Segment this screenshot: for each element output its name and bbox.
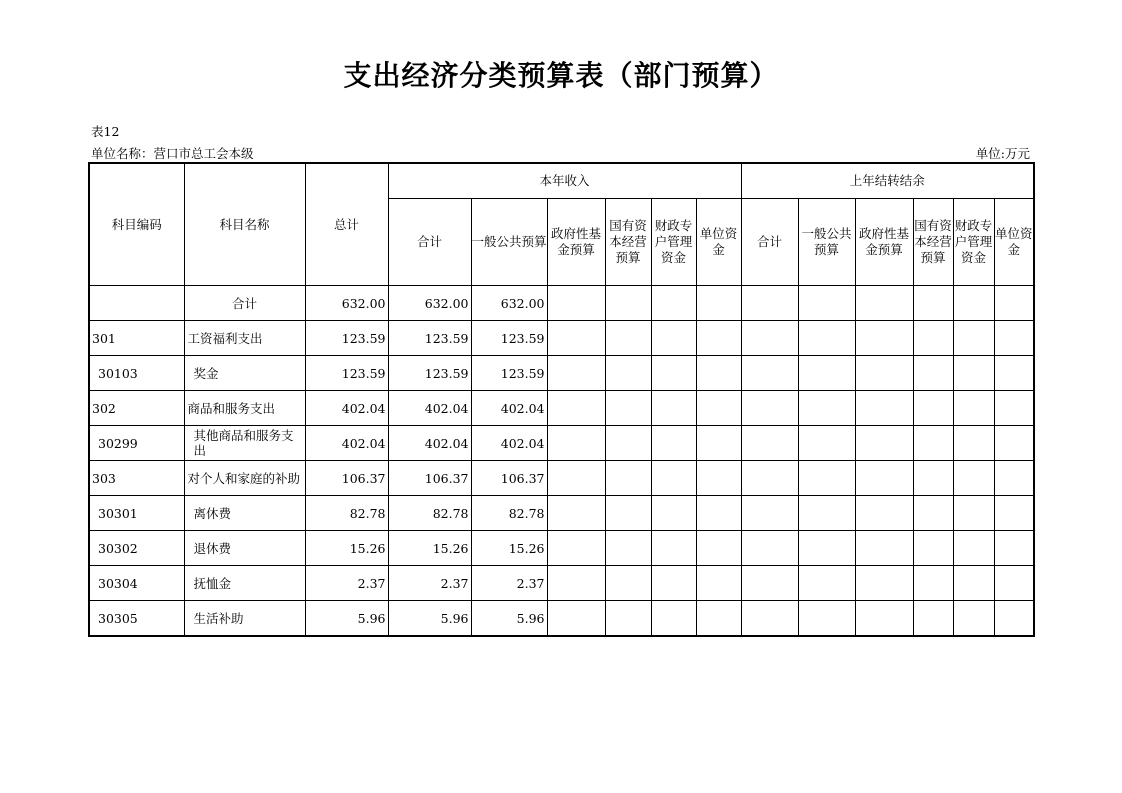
cell-code: 30301 [89, 496, 184, 531]
cell-name: 对个人和家庭的补助 [184, 461, 305, 496]
cell-empty [605, 356, 651, 391]
cell-empty [913, 531, 953, 566]
cell-empty [798, 566, 855, 601]
cell-empty [605, 531, 651, 566]
cell-empty [605, 321, 651, 356]
cell-empty [605, 566, 651, 601]
currency-unit: 单位:万元 [975, 146, 1030, 161]
cell-total: 5.96 [305, 601, 388, 637]
cell-empty [547, 321, 605, 356]
cell-empty [651, 531, 696, 566]
cell-empty [696, 496, 741, 531]
cell-empty [547, 496, 605, 531]
cell-cur-general: 123.59 [471, 321, 547, 356]
cell-code: 303 [89, 461, 184, 496]
cell-empty [547, 461, 605, 496]
cell-empty [953, 356, 994, 391]
cell-code: 30302 [89, 531, 184, 566]
cell-cur-total: 15.26 [388, 531, 471, 566]
header-cur-special-account: 财政专户管理资金 [651, 199, 696, 286]
cell-empty [798, 356, 855, 391]
page-title: 支出经济分类预算表（部门预算） [343, 59, 779, 92]
cell-code: 30299 [89, 426, 184, 461]
cell-total: 123.59 [305, 356, 388, 391]
cell-empty [994, 496, 1034, 531]
cell-empty [651, 286, 696, 321]
table-row [89, 566, 1034, 601]
cell-empty [605, 496, 651, 531]
header-cur-state-capital: 国有资本经营预算 [605, 199, 651, 286]
cell-empty [798, 601, 855, 637]
cell-empty [741, 426, 798, 461]
cell-empty [547, 426, 605, 461]
cell-cur-general: 402.04 [471, 391, 547, 426]
cell-empty [953, 531, 994, 566]
cell-cur-total: 5.96 [388, 601, 471, 637]
cell-empty [798, 496, 855, 531]
table-row [89, 601, 1034, 637]
cell-cur-total: 632.00 [388, 286, 471, 321]
cell-cur-general: 2.37 [471, 566, 547, 601]
cell-cur-total: 82.78 [388, 496, 471, 531]
cell-empty [913, 601, 953, 637]
header-cur-general: 一般公共预算 [471, 199, 547, 286]
cell-code: 301 [89, 321, 184, 356]
cell-name: 奖金 [184, 356, 305, 391]
table-row [89, 321, 1034, 356]
cell-name: 商品和服务支出 [184, 391, 305, 426]
cell-empty [855, 461, 913, 496]
cell-cur-total: 402.04 [388, 391, 471, 426]
cell-empty [547, 566, 605, 601]
cell-empty [741, 321, 798, 356]
cell-name: 退休费 [184, 531, 305, 566]
cell-name: 工资福利支出 [184, 321, 305, 356]
cell-empty [651, 321, 696, 356]
cell-total: 2.37 [305, 566, 388, 601]
cell-empty [855, 496, 913, 531]
unit-name: 单位名称：营口市总工会本级 [91, 146, 254, 161]
cell-empty [741, 531, 798, 566]
cell-empty [913, 461, 953, 496]
cell-empty [994, 531, 1034, 566]
cell-cur-total: 402.04 [388, 426, 471, 461]
cell-empty [605, 426, 651, 461]
cell-empty [994, 426, 1034, 461]
cell-cur-general: 5.96 [471, 601, 547, 637]
cell-empty [696, 391, 741, 426]
table-row [89, 461, 1034, 496]
cell-name: 抚恤金 [184, 566, 305, 601]
cell-empty [798, 391, 855, 426]
cell-empty [953, 426, 994, 461]
cell-empty [651, 496, 696, 531]
cell-empty [651, 566, 696, 601]
cell-empty [741, 356, 798, 391]
cell-empty [696, 566, 741, 601]
table-row [89, 426, 1034, 461]
cell-empty [855, 531, 913, 566]
cell-empty [994, 321, 1034, 356]
cell-empty [741, 601, 798, 637]
cell-cur-total: 123.59 [388, 321, 471, 356]
table-body [89, 286, 1034, 637]
cell-code [89, 286, 184, 321]
cell-total: 402.04 [305, 426, 388, 461]
cell-total: 82.78 [305, 496, 388, 531]
cell-cur-general: 123.59 [471, 356, 547, 391]
cell-empty [913, 426, 953, 461]
cell-empty [855, 321, 913, 356]
cell-total: 123.59 [305, 321, 388, 356]
cell-empty [605, 391, 651, 426]
cell-empty [994, 601, 1034, 637]
cell-empty [741, 391, 798, 426]
cell-empty [953, 566, 994, 601]
cell-cur-general: 402.04 [471, 426, 547, 461]
cell-cur-total: 123.59 [388, 356, 471, 391]
cell-total: 402.04 [305, 391, 388, 426]
cell-empty [913, 356, 953, 391]
header-carryover: 上年结转结余 [741, 163, 1034, 199]
cell-empty [741, 496, 798, 531]
cell-cur-general: 632.00 [471, 286, 547, 321]
cell-empty [605, 286, 651, 321]
cell-empty [605, 601, 651, 637]
cell-empty [913, 321, 953, 356]
cell-empty [994, 286, 1034, 321]
header-name: 科目名称 [184, 163, 305, 286]
cell-empty [913, 496, 953, 531]
cell-empty [953, 496, 994, 531]
table-row [89, 496, 1034, 531]
header-current-income: 本年收入 [388, 163, 741, 199]
table-number: 表12 [91, 124, 120, 139]
cell-empty [855, 426, 913, 461]
header-total: 总计 [305, 163, 388, 286]
cell-empty [547, 531, 605, 566]
cell-empty [953, 391, 994, 426]
cell-empty [547, 601, 605, 637]
cell-empty [855, 286, 913, 321]
cell-empty [651, 461, 696, 496]
budget-table [88, 162, 1035, 637]
cell-empty [741, 286, 798, 321]
cell-empty [994, 461, 1034, 496]
header-carry-special-account: 财政专户管理资金 [953, 199, 994, 286]
cell-empty [696, 321, 741, 356]
cell-total: 632.00 [305, 286, 388, 321]
cell-empty [913, 391, 953, 426]
header-carry-unit-fund: 单位资金 [994, 199, 1034, 286]
header-carry-total: 合计 [741, 199, 798, 286]
cell-name: 生活补助 [184, 601, 305, 637]
cell-empty [651, 356, 696, 391]
cell-empty [913, 286, 953, 321]
header-code: 科目编码 [89, 163, 184, 286]
cell-empty [855, 356, 913, 391]
header-cur-unit-fund: 单位资金 [696, 199, 741, 286]
cell-empty [994, 391, 1034, 426]
cell-empty [741, 566, 798, 601]
cell-empty [994, 566, 1034, 601]
cell-cur-general: 82.78 [471, 496, 547, 531]
header-cur-fund: 政府性基金预算 [547, 199, 605, 286]
cell-empty [605, 461, 651, 496]
cell-empty [953, 601, 994, 637]
cell-empty [798, 461, 855, 496]
cell-empty [651, 426, 696, 461]
table-row [89, 531, 1034, 566]
table-row [89, 286, 1034, 321]
cell-empty [547, 391, 605, 426]
cell-empty [855, 391, 913, 426]
cell-empty [741, 461, 798, 496]
cell-empty [696, 461, 741, 496]
cell-empty [696, 426, 741, 461]
cell-cur-general: 106.37 [471, 461, 547, 496]
cell-empty [696, 356, 741, 391]
cell-cur-total: 2.37 [388, 566, 471, 601]
cell-name: 其他商品和服务支出 [184, 426, 305, 461]
cell-empty [798, 426, 855, 461]
cell-code: 30304 [89, 566, 184, 601]
table-row [89, 356, 1034, 391]
cell-empty [953, 286, 994, 321]
cell-empty [547, 286, 605, 321]
cell-empty [651, 391, 696, 426]
cell-empty [798, 531, 855, 566]
cell-empty [953, 461, 994, 496]
cell-empty [855, 566, 913, 601]
cell-cur-general: 15.26 [471, 531, 547, 566]
cell-empty [696, 601, 741, 637]
cell-empty [651, 601, 696, 637]
cell-code: 30305 [89, 601, 184, 637]
header-cur-total: 合计 [388, 199, 471, 286]
cell-total: 106.37 [305, 461, 388, 496]
cell-code: 30103 [89, 356, 184, 391]
header-carry-state-capital: 国有资本经营预算 [913, 199, 953, 286]
cell-total: 15.26 [305, 531, 388, 566]
cell-empty [994, 356, 1034, 391]
cell-empty [798, 286, 855, 321]
cell-code: 302 [89, 391, 184, 426]
cell-name: 合计 [184, 286, 305, 321]
cell-cur-total: 106.37 [388, 461, 471, 496]
cell-empty [696, 286, 741, 321]
cell-empty [953, 321, 994, 356]
cell-empty [913, 566, 953, 601]
header-carry-fund: 政府性基金预算 [855, 199, 913, 286]
header-carry-general: 一般公共预算 [798, 199, 855, 286]
cell-empty [798, 321, 855, 356]
cell-empty [696, 531, 741, 566]
cell-name: 离休费 [184, 496, 305, 531]
cell-empty [547, 356, 605, 391]
table-row [89, 391, 1034, 426]
cell-empty [855, 601, 913, 637]
